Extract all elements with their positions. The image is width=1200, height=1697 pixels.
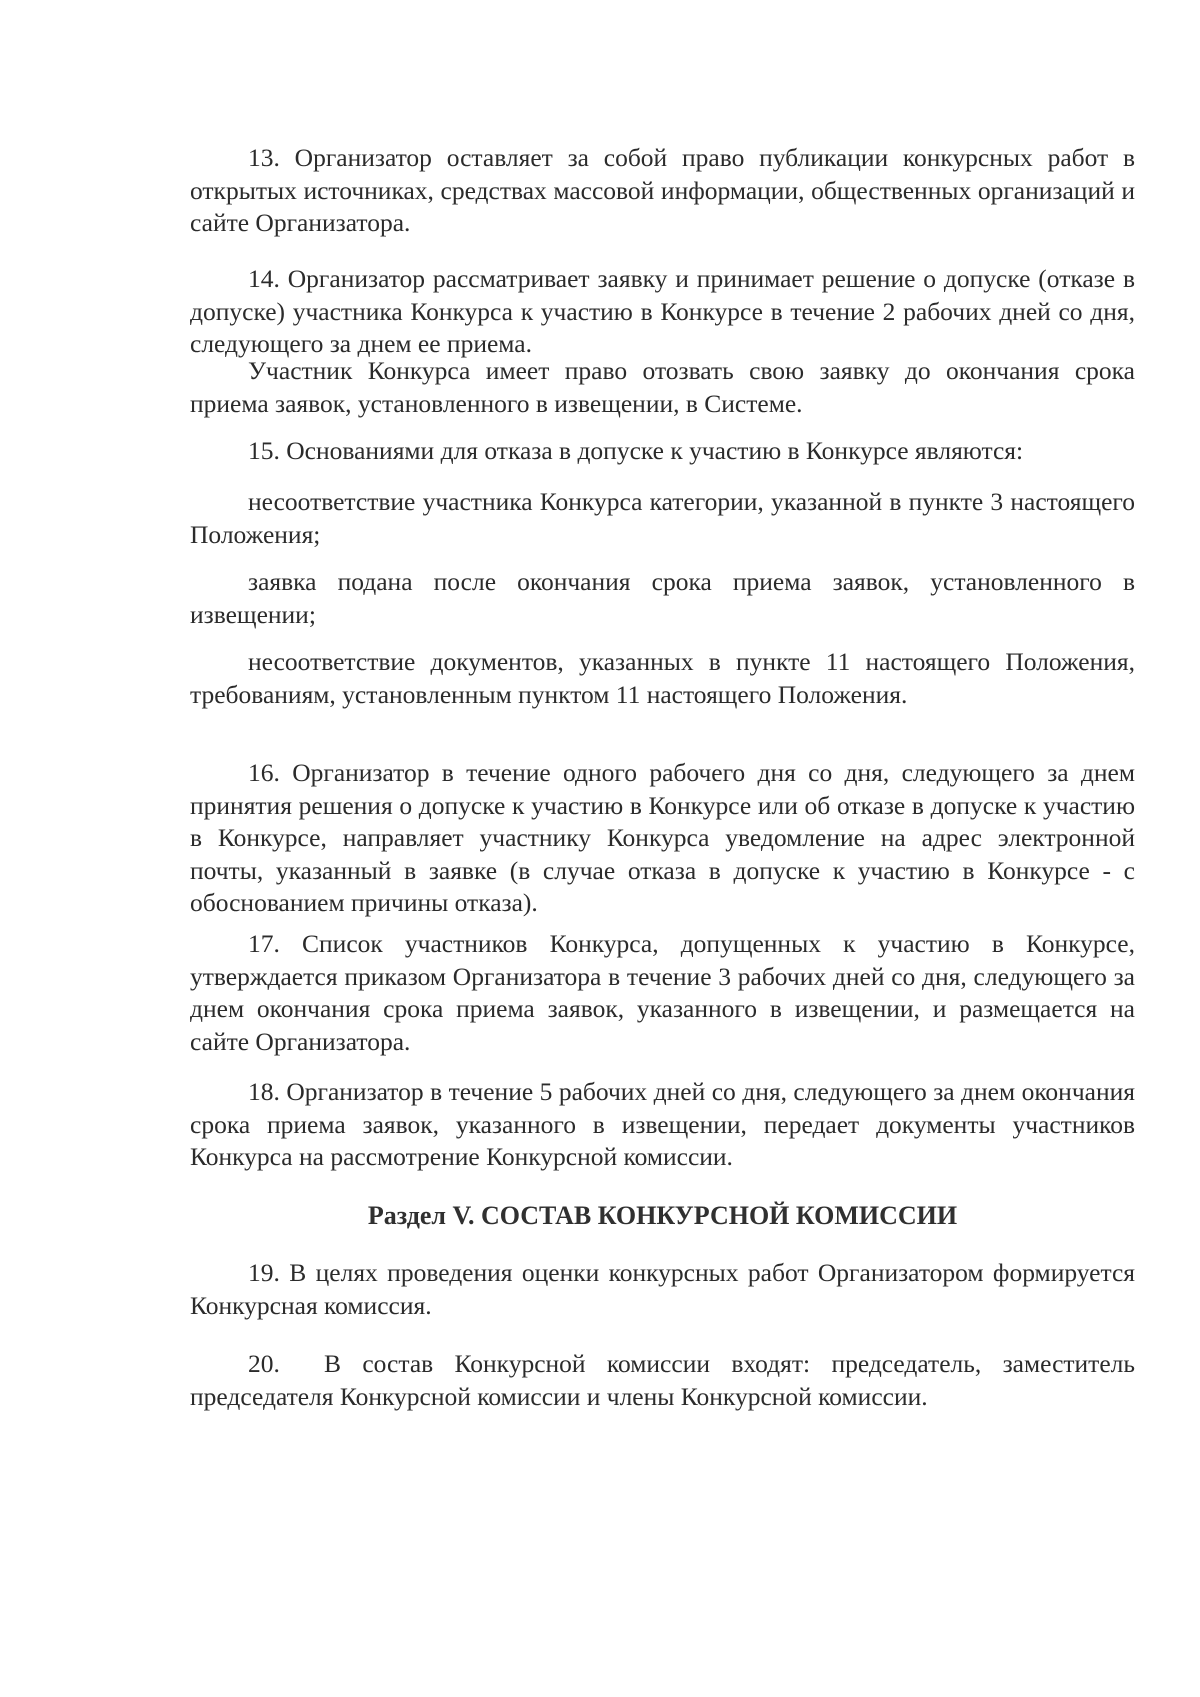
paragraph-14: 14. Организатор рассматривает заявку и принимает решение о допуске (отказе в допуске) участника Конкурса к участию в Конкурсе в течение 2 рабочих дней со дня, следующего за днем ее приема. <box>190 264 1135 358</box>
paragraph-17: 17. Список участников Конкурса, допущенных к участию в Конкурсе, утверждается приказом Организатора в течение 3 рабочих дней со дня, следующего за днем окончания срока приема заявок, указанного в извещении, и размещается на сайте Организатора. <box>190 929 1135 1056</box>
paragraph-19: 19. В целях проведения оценки конкурсных работ Организатором формируется Конкурсная комиссия. <box>190 1258 1135 1320</box>
paragraph-14-withdrawal: Участник Конкурса имеет право отозвать свою заявку до окончания срока приема заявок, установленного в извещении, в Системе. <box>190 356 1135 418</box>
section-heading: Раздел V. СОСТАВ КОНКУРСНОЙ КОМИССИИ <box>367 1201 958 1230</box>
paragraph-15-item-category: несоответствие участника Конкурса категории, указанной в пункте 3 настоящего Положения; <box>190 487 1135 549</box>
paragraph-15-item-deadline: заявка подана после окончания срока приема заявок, установленного в извещении; <box>190 567 1135 629</box>
paragraph-13: 13. Организатор оставляет за собой право публикации конкурсных работ в открытых источниках, средствах массовой информации, общественных организаций и сайте Организатора. <box>190 143 1135 237</box>
paragraph-20-number: 20. <box>248 1349 280 1378</box>
paragraph-15-item-documents: несоответствие документов, указанных в пункте 11 настоящего Положения, требованиям, установленным пунктом 11 настоящего Положения. <box>190 647 1135 709</box>
paragraph-16: 16. Организатор в течение одного рабочего дня со дня, следующего за днем принятия решения о допуске к участию в Конкурсе или об отказе в допуске к участию в Конкурсе, направляет участнику Конкурса уведомление на адрес электронной почты, указанный в заявке (в случае отказа в допуске к участию в Конкурсе - с обоснованием причины отказа). <box>190 758 1135 917</box>
paragraph-20-text: В состав Конкурсной комиссии входят: председатель, заместитель председателя Конкурсной комиссии и члены Конкурсной комиссии. <box>190 1349 1135 1411</box>
paragraph-18: 18. Организатор в течение 5 рабочих дней со дня, следующего за днем окончания срока приема заявок, указанного в извещении, передает документы участников Конкурса на рассмотрение Конкурсной комиссии. <box>190 1077 1135 1171</box>
paragraph-15: 15. Основаниями для отказа в допуске к участию в Конкурсе являются: <box>248 436 1024 465</box>
paragraph-20 <box>190 1348 1135 1413</box>
